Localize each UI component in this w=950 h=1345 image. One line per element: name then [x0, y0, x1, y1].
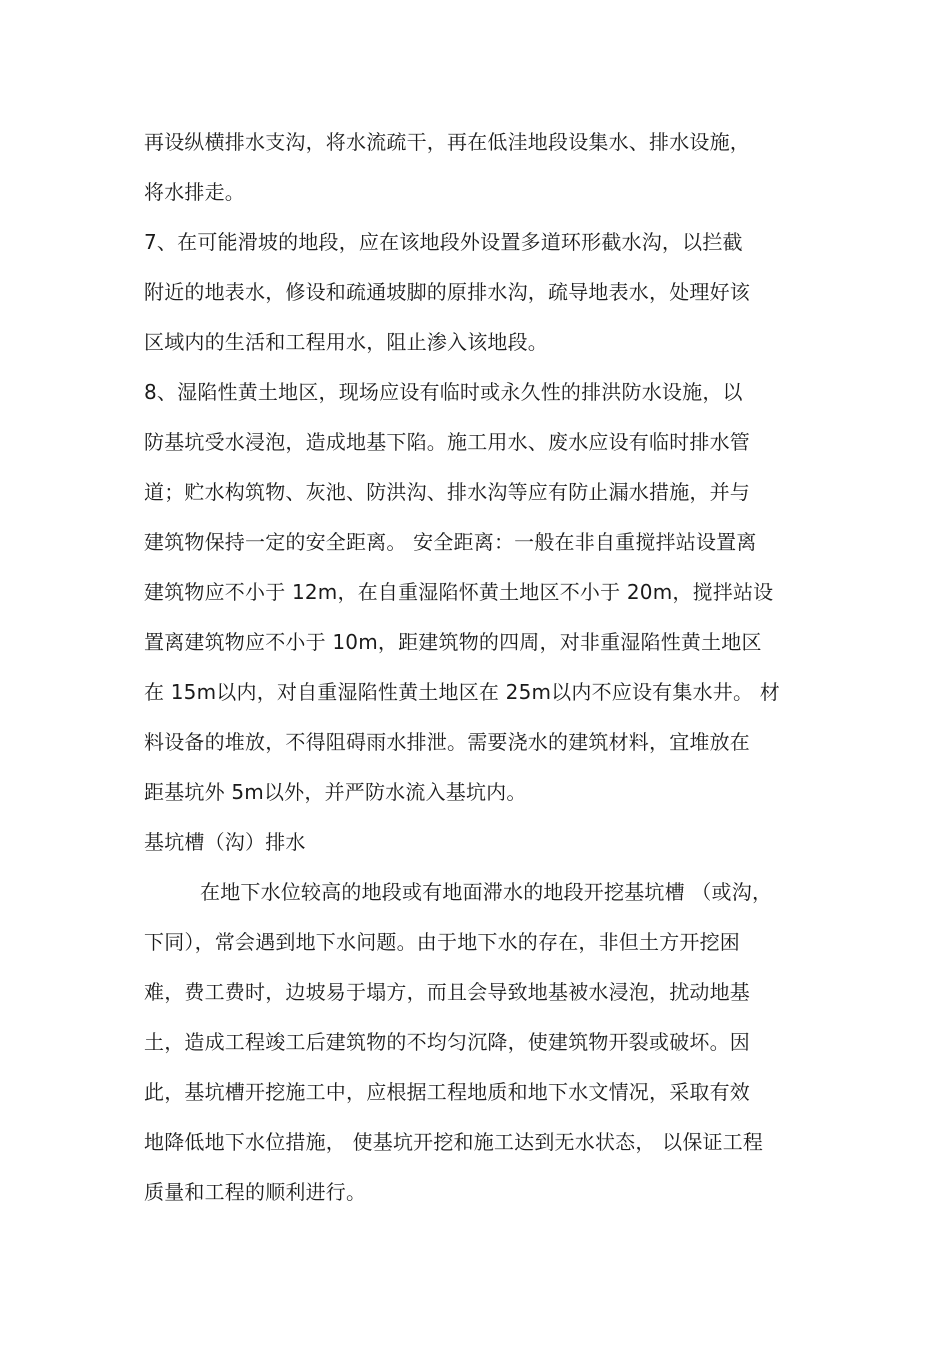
text-line: 置离建筑物应不小于 10m，距建筑物的四周，对非重湿陷性黄土地区 [144, 630, 762, 654]
text-line: 在地下水位较高的地段或有地面滞水的地段开挖基坑槽 （或沟， [200, 880, 773, 904]
text-line: 附近的地表水，修设和疏通坡脚的原排水沟，疏导地表水，处理好该 [144, 280, 750, 304]
text-line: 区域内的生活和工程用水，阻止渗入该地段。 [144, 330, 548, 354]
text-line: 料设备的堆放，不得阻碍雨水排泄。需要浇水的建筑材料，宜堆放在 [144, 730, 750, 754]
text-line: 7、在可能滑坡的地段，应在该地段外设置多道环形截水沟，以拦截 [144, 230, 743, 254]
section-heading: 基坑槽（沟）排水 [144, 830, 306, 854]
text-line: 8、湿陷性黄土地区，现场应设有临时或永久性的排洪防水设施，以 [144, 380, 743, 404]
text-line: 下同），常会遇到地下水问题。由于地下水的存在，非但土方开挖困 [144, 930, 740, 954]
text-line: 地降低地下水位措施， 使基坑开挖和施工达到无水状态， 以保证工程 [144, 1130, 764, 1154]
text-line: 距基坑外 5m以外，并严防水流入基坑内。 [144, 780, 527, 804]
text-line: 道；贮水构筑物、灰池、防洪沟、排水沟等应有防止漏水措施，并与 [144, 480, 750, 504]
text-line: 难，费工费时，边坡易于塌方，而且会导致地基被水浸泡，扰动地基 [144, 980, 750, 1004]
text-line: 此，基坑槽开挖施工中，应根据工程地质和地下水文情况，采取有效 [144, 1080, 750, 1104]
text-line: 将水排走。 [144, 180, 245, 204]
text-line: 建筑物保持一定的安全距离。 安全距离：一般在非自重搅拌站设置离 [144, 530, 757, 554]
text-line: 建筑物应不小于 12m，在自重湿陷怀黄土地区不小于 20m，搅拌站设 [144, 580, 774, 604]
text-line: 质量和工程的顺利进行。 [144, 1180, 367, 1204]
text-line: 土，造成工程竣工后建筑物的不均匀沉降，使建筑物开裂或破坏。因 [144, 1030, 750, 1054]
text-line: 在 15m以内，对自重湿陷性黄土地区在 25m以内不应设有集水井。 材 [144, 680, 780, 704]
text-line: 防基坑受水浸泡，造成地基下陷。施工用水、废水应设有临时排水管 [144, 430, 750, 454]
text-line: 再设纵横排水支沟，将水流疏干，再在低洼地段设集水、排水设施， [144, 130, 750, 154]
